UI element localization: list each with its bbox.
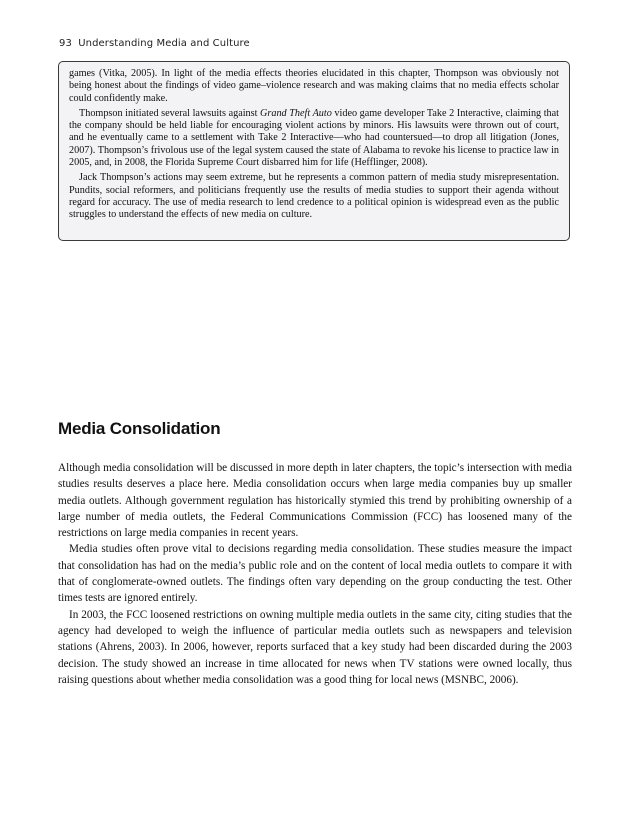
- body-paragraph: Media studies often prove vital to decisions regarding media consolidation. These studies measure the impact that consolidation has had on the media’s public role and on the content of local media outlets to compare it with that of conglomerate-owned outlets. The findings often vary depending on the group conducting the test. Other times tests are ignored entirely.: [58, 543, 572, 605]
- callout-paragraph: Jack Thompson’s actions may seem extreme, but he represents a common pattern of media study misrepresentation. Pundits, social reformers, and politicians frequently use the results of media studies to support their agenda without regard for accuracy. The use of media research to lend credence to a political opinion is widespread even as the public struggles to understand the effects of new media on culture.: [69, 172, 559, 221]
- game-title-italic: Grand Theft Auto: [260, 107, 332, 119]
- callout-paragraph: games (Vitka, 2005). In light of the media effects theories elucidated in this chapter, Thompson was obviously not being honest about the findings of video game–violence research and was making claims that no media effects scholar could confidently make.: [69, 68, 559, 104]
- body-paragraph: Although media consolidation will be discussed in more depth in later chapters, the topic’s intersection with media studies results deserves a place here. Media consolidation occurs when large media companies buy up smaller media outlets. Although government regulation has historically stymied this trend by prohibiting ownership of a large number of media outlets, the Federal Communications Commission (FCC) has loosened many of the restrictions on large media companies in recent years.: [58, 462, 572, 540]
- callout-text: Thompson initiated several lawsuits against: [79, 107, 261, 119]
- body-paragraph: In 2003, the FCC loosened restrictions on owning multiple media outlets in the same city, citing studies that the agency had developed to weigh the influence of particular media outlets such as newspapers and television stations (Ahrens, 2003). In 2006, however, reports surfaced that a key study had been discarded during the 2003 decision. The study showed an increase in time allocated for news when TV stations were owned locally, thus raising questions about whether media consolidation was a good thing for local news (MSNBC, 2006).: [58, 608, 572, 686]
- callout-text: video game developer Take 2 Interactive, claiming that the company should be held liable for encouraging violent actions by minors. His lawsuits were thrown out of court, and he eventually came to a settlement with Take 2 Interactive—who had countersued—to drop all litigation (Jones, 2007). Thompson’s frivolous use of the legal system caused the state of Alabama to revoke his license to practice law in 2005, and, in 2008, the Florida Supreme Court disbarred him for life (Hefflinger, 2008).: [69, 107, 560, 169]
- page-number: 93: [59, 38, 72, 49]
- callout-paragraph: [69, 108, 559, 169]
- book-title: Understanding Media and Culture: [78, 38, 250, 49]
- running-header: [59, 38, 250, 49]
- section-body: [58, 460, 572, 688]
- section-title: Media Consolidation: [58, 419, 221, 438]
- callout-box: [58, 61, 570, 241]
